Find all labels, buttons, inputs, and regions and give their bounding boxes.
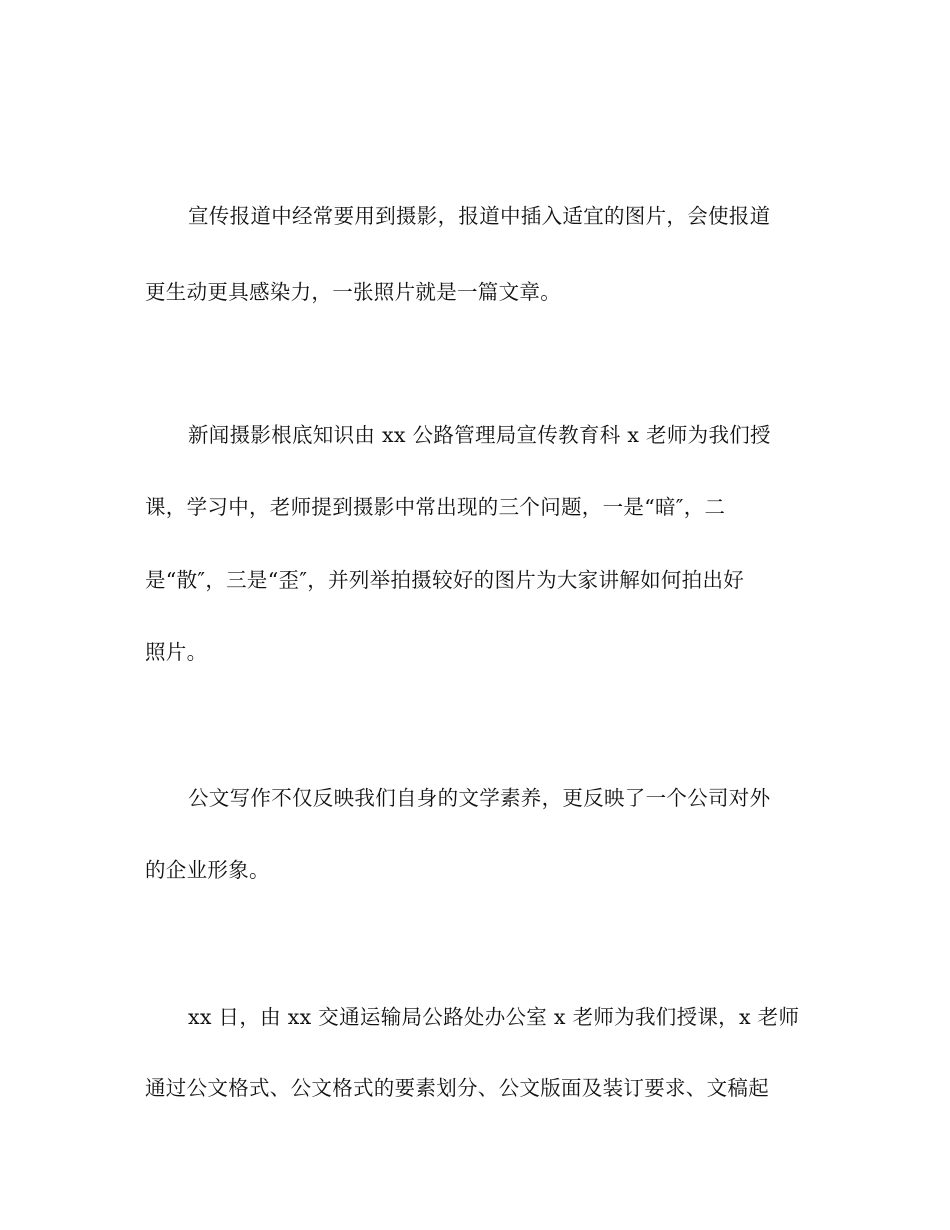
paragraph-4-line-1: xx 日，由 xx 交通运输局公路处办公室 x 老师为我们授课，x 老师 [188,1005,800,1029]
paragraph-2-line-3: 是“散″，三是“歪″，并列举拍摄较好的图片为大家讲解如何拍出好 [145,568,745,592]
paragraph-2-line-2: 课，学习中，老师提到摄影中常出现的三个问题，一是“暗″，二 [145,495,726,519]
paragraph-1-line-2: 更生动更具感染力，一张照片就是一篇文章。 [145,280,561,304]
paragraph-1-line-1: 宣传报道中经常要用到摄影，报道中插入适宜的图片，会使报道 [188,204,771,228]
paragraph-3-line-2: 的企业形象。 [145,858,270,882]
paragraph-2-line-4: 照片。 [145,640,208,664]
paragraph-2-line-1: 新闻摄影根底知识由 xx 公路管理局宣传教育科 x 老师为我们授 [188,423,771,447]
paragraph-3-line-1: 公文写作不仅反映我们自身的文学素养，更反映了一个公司对外 [188,786,771,810]
paragraph-4-line-2: 通过公文格式、公文格式的要素划分、公文版面及装订要求、文稿起 [145,1076,769,1100]
